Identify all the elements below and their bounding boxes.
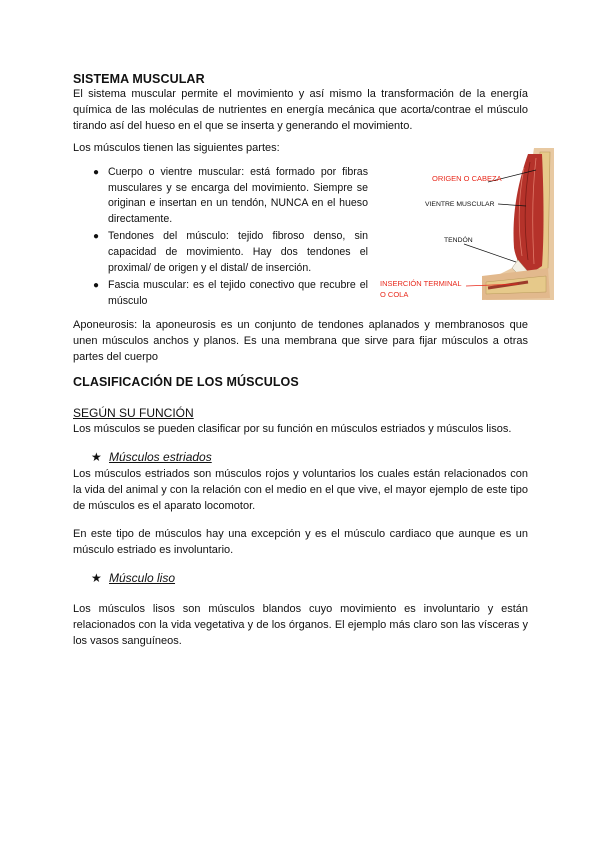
section-title-sistema-muscular: SISTEMA MUSCULAR xyxy=(73,72,205,86)
heading-text: Músculos estriados xyxy=(109,450,212,464)
liso-paragraph: Los músculos lisos son músculos blandos cuyo movimiento es involuntario y están relacionados con la vida vegetativa y de los órganos. El ejemplo más claro son las vísceras y los vasos sanguíneos. xyxy=(73,603,528,647)
aponeurosis-paragraph: Aponeurosis: la aponeurosis es un conjunto de tendones aplanados y membranosos que unen músculos anchos y planos. Es una membrana que sirve para fijar músculos a otras partes del cuerpo xyxy=(73,319,528,363)
heading-text: Músculo liso xyxy=(109,571,176,585)
list-item xyxy=(93,229,368,276)
bullet-icon: ● xyxy=(93,231,100,243)
heading-musculo-liso xyxy=(91,571,175,585)
label-vientre: VIENTRE MUSCULAR xyxy=(425,201,495,208)
subtitle-segun-funcion: SEGÚN SU FUNCIÓN xyxy=(73,406,194,420)
list-item xyxy=(93,165,368,227)
star-icon: ★ xyxy=(91,571,102,585)
pointer-line xyxy=(464,244,516,262)
label-insercion-2: O COLA xyxy=(380,290,409,299)
muscle-anatomy-figure xyxy=(378,148,554,300)
section-title-clasificacion: CLASIFICACIÓN DE LOS MÚSCULOS xyxy=(73,375,299,389)
label-tendon: TENDÓN xyxy=(444,237,473,244)
label-insercion-1: INSERCIÓN TERMINAL xyxy=(380,279,462,288)
list-item-text: Fascia muscular: es el tejido conectivo que recubre el músculo xyxy=(108,279,368,307)
intro-paragraph: El sistema muscular permite el movimiento y así mismo la transformación de la energía química de las moléculas de nutrientes en energía mecánica que acorta/contrae el músculo tirando así del hueso en el que se inserta y generando el movimiento. xyxy=(73,88,528,132)
label-origen: ORIGEN O CABEZA xyxy=(432,174,502,183)
bullet-icon: ● xyxy=(93,280,100,292)
function-paragraph: Los músculos se pueden clasificar por su función en músculos estriados y músculos lisos. xyxy=(73,423,512,435)
bullet-icon: ● xyxy=(93,167,100,178)
estriados-paragraph: Los músculos estriados son músculos rojos y voluntarios los cuales están relacionados con la vida del animal y con la relación con el medio en el que vive, el mayor ejemplo de este tipo de músculos es el aparato locomotor. xyxy=(73,468,528,512)
list-item xyxy=(93,278,368,309)
muscle-parts-list xyxy=(93,165,368,311)
excepcion-paragraph: En este tipo de músculos hay una excepción y es el músculo cardiaco que aunque es un músculo estriado es involuntario. xyxy=(73,528,528,556)
list-item-text: Tendones del músculo: tejido fibroso denso, sin capacidad de movimiento. Hay dos tendones el proximal/ de origen y el distal/ de inserción. xyxy=(108,230,368,274)
list-item-text: Cuerpo o vientre muscular: está formado por fibras musculares y se encarga del movimiento. Siempre se originan e insertan en un tendón, NUNCA en el hueso directamente. xyxy=(108,166,368,225)
star-icon: ★ xyxy=(91,450,102,464)
parts-intro: Los músculos tienen las siguientes partes: xyxy=(73,142,280,154)
heading-musculos-estriados xyxy=(91,450,212,464)
